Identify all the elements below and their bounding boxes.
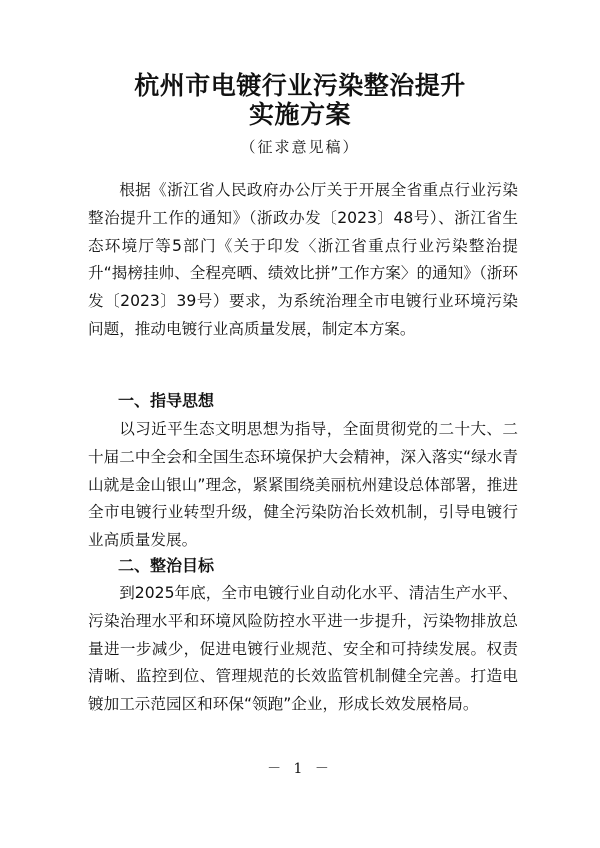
document-subtitle: （征求意见稿）	[240, 138, 360, 156]
section-heading-guiding-ideology: 一、指导思想	[118, 391, 215, 410]
intro-paragraph: 根据《浙江省人民政府办公厅关于开展全省重点行业污染整治提升工作的通知》（浙政办发〔2023〕48号）、浙江省生态环境厅等5部门《关于印发〈浙江省重点行业污染整治提升“揭榜挂帅、全程亮晒、绩效比拼”工作方案〉的通知》（浙环发〔2023〕39号）要求，为系统治理全市电镀行业环境污染问题，推动电镀行业高质量发展，制定本方案。	[88, 181, 518, 338]
section-paragraph-guiding-ideology: 以习近平生态文明思想为指导，全面贯彻党的二十大、二十届二中全会和全国生态环境保护大会精神，深入落实“绿水青山就是金山银山”理念，紧紧围绕美丽杭州建设总体部署，推进全市电镀行业转型升级，健全污染防治长效机制，引导电镀行业高质量发展。	[88, 420, 518, 550]
document-title-line-2: 实施方案	[248, 100, 351, 129]
page-number: － 1 －	[267, 761, 333, 777]
section-paragraph-remediation-goals: 到2025年底，全市电镀行业自动化水平、清洁生产水平、污染治理水平和环境风险防控水平进一步提升，污染物排放总量进一步减少，促进电镀行业规范、安全和可持续发展。权责清晰、监控到位、管理规范的长效监管机制健全完善。打造电镀加工示范园区和环保“领跑”企业，形成长效发展格局。	[88, 584, 518, 714]
document-title-line-1: 杭州市电镀行业污染整治提升	[134, 71, 466, 100]
section-heading-remediation-goals: 二、整治目标	[118, 556, 215, 575]
